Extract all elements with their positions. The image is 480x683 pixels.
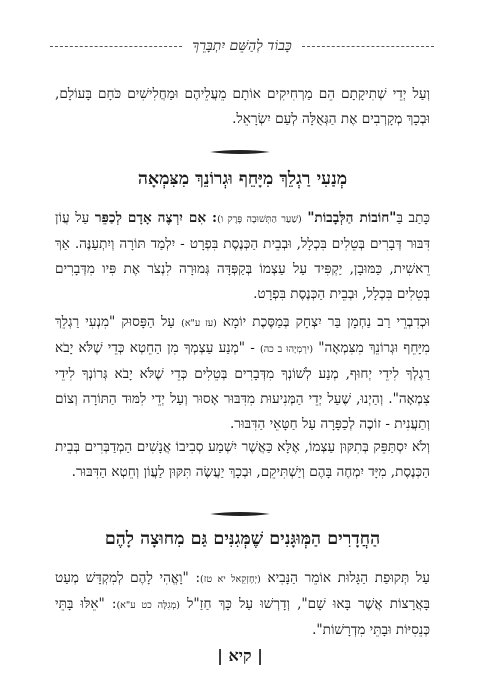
text-run: : "אֵלּוּ בָּתֵּי כְּנֵסִיּוֹת וּבָתֵּי מִדְרָשׁוֹת". — [55, 596, 430, 638]
text-run: וּכְדִבְרֵי רַב נַחְמָן בַּר יִצְחָק בְּמַסֶּכֶת יוֹמָא — [216, 314, 431, 330]
text-run: : "וָאֱהִי לָהֶם לְמִקְדָּשׁ מְעַט בָּאֲרָצוֹת אֲשֶׁר בָּאוּ שָׁם", וְדָרְשׁוּ עַל כָּךְ חַזַ"ל — [55, 570, 430, 612]
text-run: כָּתַב בַּ — [396, 210, 431, 226]
source-citation: (יְחֶזְקֵאל יא טז) — [200, 574, 261, 585]
running-header — [50, 36, 434, 56]
book-title: "חוֹבוֹת הַלְּבָבוֹת" — [307, 210, 397, 226]
page-number: | קיא | — [217, 646, 263, 665]
source-citation: (יִרְמְיָהוּ ב כה) — [259, 344, 314, 355]
section2-paragraph-1 — [55, 566, 430, 643]
section1-paragraph-2 — [55, 310, 430, 437]
source-citation: (מְגִלָּה כט ע"א) — [116, 600, 180, 611]
section-heading: מְנַעִי רַגְלֵךְ מִיָּחֵף וּגְרוֹנֵךְ מִצִּמְאָה — [137, 169, 348, 189]
source-citation: (עז ע"א) — [181, 318, 217, 329]
text-run: עַל הַפָּסוּק "מִנְעִי רַגְלֵךְ מִיָּחֵף וּגְרוֹנֵךְ מִצִּמְאָה" — [55, 314, 430, 356]
section-divider-ornament — [210, 147, 270, 157]
intro-paragraph: וְעַל יְדֵי שְׁתִיקָתָם הֵם מַרְחִיקִים אוֹתָם מֵעֲלֵיהֶם וּמַחֲלִישִׁים כֹּחָם בָּעוֹלָם, וּבְכָךְ מְקָרְבִים אֶת הַגְּאֻלָּה לְעַם יִשְׂרָאֵל. — [55, 86, 430, 127]
source-citation: (שַׁעַר הַתְּשׁוּבָה פֶּרֶק ו) — [217, 214, 302, 225]
text-run: עַל תְּקוּפַת הַגָּלוּת אוֹמֵר הַנָּבִיא — [260, 570, 430, 586]
text-run: - "מְנַע עַצְמְךָ מִן הַחֵטְא כְּדֵי שֶׁלֹּא יָבֹא רַגְלְךָ לִידֵי יְחוּף, מְנַע לְשׁוֹנְךָ מִדְּבָרִים בְּטֵלִים כְּדֵי שֶׁלֹּא יָבֹא גְּרוֹנְךָ לִידֵי צִמְאָה". וְהַיְנוּ, שֶׁעַל יְדֵי הַמְּנִיעוּת מִדִּבּוּר אָסוּר וְעַל יְדֵי לִמּוּד הַתּוֹרָה וְצוֹם וְתַעֲנִית - זוֹכֶה לְכַפָּרָה עַל חַטָּאֵי הַדִּבּוּר. — [55, 340, 430, 432]
section1-paragraph-1 — [55, 206, 430, 307]
header-rule-right — [302, 46, 434, 47]
running-header-title: כָּבוֹד לְהַשֵּׁם יִתְבָּרֵךְ — [192, 37, 292, 54]
bold-statement: : אִם יִרְצֶה אָדָם לְכַפֵּר — [94, 210, 218, 226]
header-rule-left — [50, 46, 182, 47]
section-divider-ornament — [210, 509, 270, 519]
text-run: עַל עֲוֹן דִּבּוּר דְּבָרִים בְּטֵלִים בִּכְלָל, וּבְבֵית הַכְּנֶסֶת בִּפְרָט - יִלְמַד תּוֹרָה וְיִתְעַנֶּה. אַךְ רֵאשִׁית, כַּמּוּבָן, יַקְפִּיד עַל עַצְמוֹ בְּקַפְּדָּה גְּמוּרָה לִנְצֹר אֶת פִּיו מִדְּבָרִים בְּטֵלִים בִּכְלָל, וּבְבֵית הַכְּנֶסֶת בִּפְרָט. — [55, 210, 430, 302]
section1-paragraph-3: וְלֹא יִסְתַּפֵּק בְּתִקּוּן עַצְמוֹ, אֶלָּא כַּאֲשֶׁר יִשְׁמַע סְבִיבוֹ אֲנָשִׁים הַמְדַבְּרִים בְּבֵית הַכְּנֶסֶת, מִיָּד יִמְחֶה בָּהֶם וְיַשְׁתִּיקֵם, וּבְכָךְ יַעֲשֶׂה תִּקּוּן לַעֲוֹן וְחֵטְא הַדִּבּוּר. — [55, 439, 430, 480]
section-heading: הַחֲדָרִים הַמְּוּגָּנִים שֶׁמְּגִנִּים גַּם מִחוּצָה לָהֶם — [104, 529, 381, 549]
